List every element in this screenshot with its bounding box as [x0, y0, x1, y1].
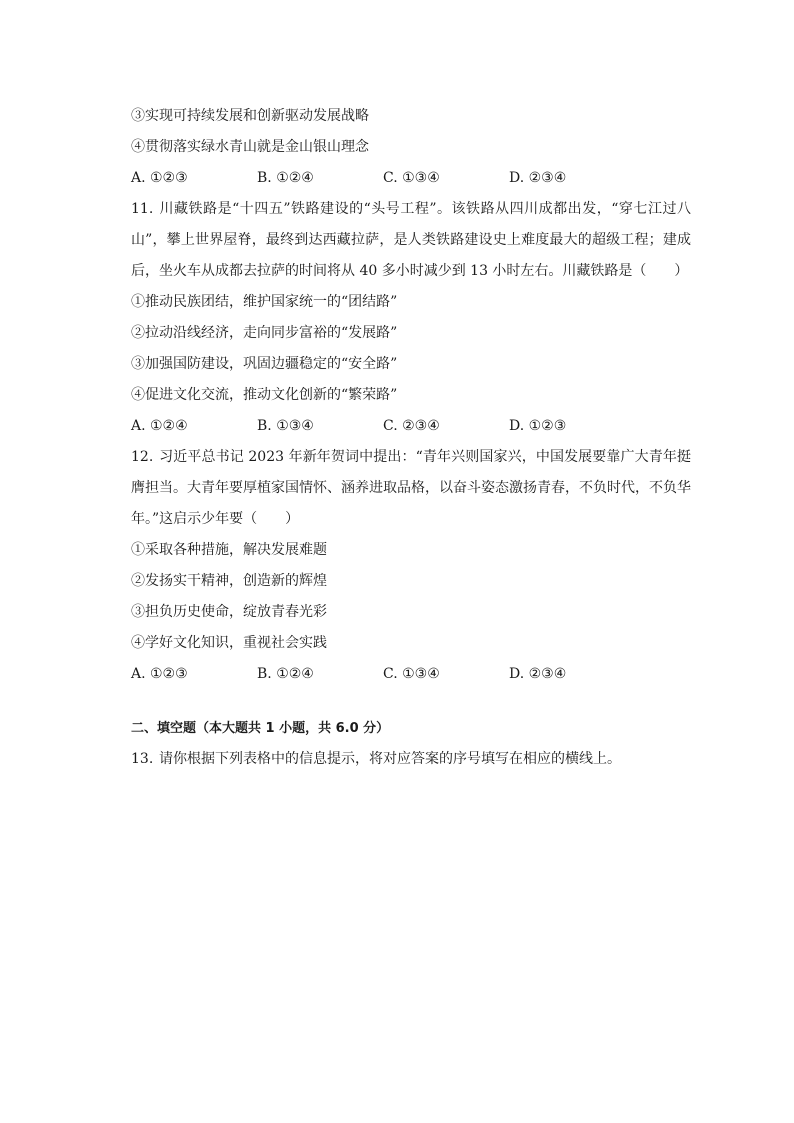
q13-stem — [131, 744, 691, 775]
q11-number: 11. — [131, 201, 154, 217]
q11-item-4: ④促进文化交流，推动文化创新的“繁荣路” — [131, 387, 398, 403]
q10-option-c: C. ①③④ — [383, 170, 440, 186]
q11-stem-text: 川藏铁路是“十四五”铁路建设的“头号工程”。该铁路从四川成都出发，“穿七江过八山”，攀上世界屋脊，最终到达西藏拉萨，是人类铁路建设史上难度最大的超级工程；建成后，坐火车从成都去拉萨的时间将从 40 多小时减少到 13 小时左右。川藏铁路是（ ） — [131, 201, 691, 279]
q10-item-4: ④贯彻落实绿水青山就是金山银山理念 — [131, 139, 369, 155]
q12-option-a: A. ①②③ — [131, 666, 188, 682]
q11-item-2: ②拉动沿线经济，走向同步富裕的“发展路” — [131, 325, 398, 341]
q12-number: 12. — [131, 449, 154, 465]
q12-stem-text: 习近平总书记 2023 年新年贺词中提出：“青年兴则国家兴，中国发展要靠广大青年挺膺担当。大青年要厚植家国情怀、涵养进取品格，以奋斗姿态激扬青春，不负时代，不负华年。”这启示少年要（ ） — [131, 449, 691, 527]
q12-option-c: C. ①③④ — [383, 666, 440, 682]
q11-item-3: ③加强国防建设，巩固边疆稳定的“安全路” — [131, 356, 398, 372]
q11-option-d: D. ①②③ — [509, 418, 567, 434]
q12-option-d: D. ②③④ — [509, 666, 567, 682]
q12-item-4: ④学好文化知识，重视社会实践 — [131, 635, 327, 651]
q10-option-b: B. ①②④ — [257, 170, 314, 186]
q11-option-b: B. ①③④ — [257, 418, 314, 434]
q13-stem-text: 请你根据下列表格中的信息提示，将对应答案的序号填写在相应的横线上。 — [159, 751, 621, 767]
q12-stem — [131, 442, 691, 535]
q12-option-b: B. ①②④ — [257, 666, 314, 682]
q12-item-1: ①采取各种措施，解决发展难题 — [131, 542, 327, 558]
q12-item-3: ③担负历史使命，绽放青春光彩 — [131, 604, 327, 620]
q11-stem — [131, 194, 691, 287]
q11-options — [131, 411, 691, 442]
q11-option-a: A. ①②④ — [131, 418, 188, 434]
q10-options — [131, 163, 691, 194]
section-2-title: 二、填空题（本大题共 1 小题，共 6.0 分） — [131, 721, 390, 736]
q10-option-d: D. ②③④ — [509, 170, 567, 186]
section-spacer — [131, 690, 691, 713]
q11-option-c: C. ②③④ — [383, 418, 440, 434]
q10-option-a: A. ①②③ — [131, 170, 188, 186]
page-content — [131, 101, 691, 775]
q12-item-2: ②发扬实干精神，创造新的辉煌 — [131, 573, 327, 589]
q10-item-3: ③实现可持续发展和创新驱动发展战略 — [131, 108, 369, 124]
q11-item-1: ①推动民族团结，维护国家统一的“团结路” — [131, 294, 398, 310]
q13-number: 13. — [131, 751, 154, 767]
q12-options — [131, 659, 691, 690]
